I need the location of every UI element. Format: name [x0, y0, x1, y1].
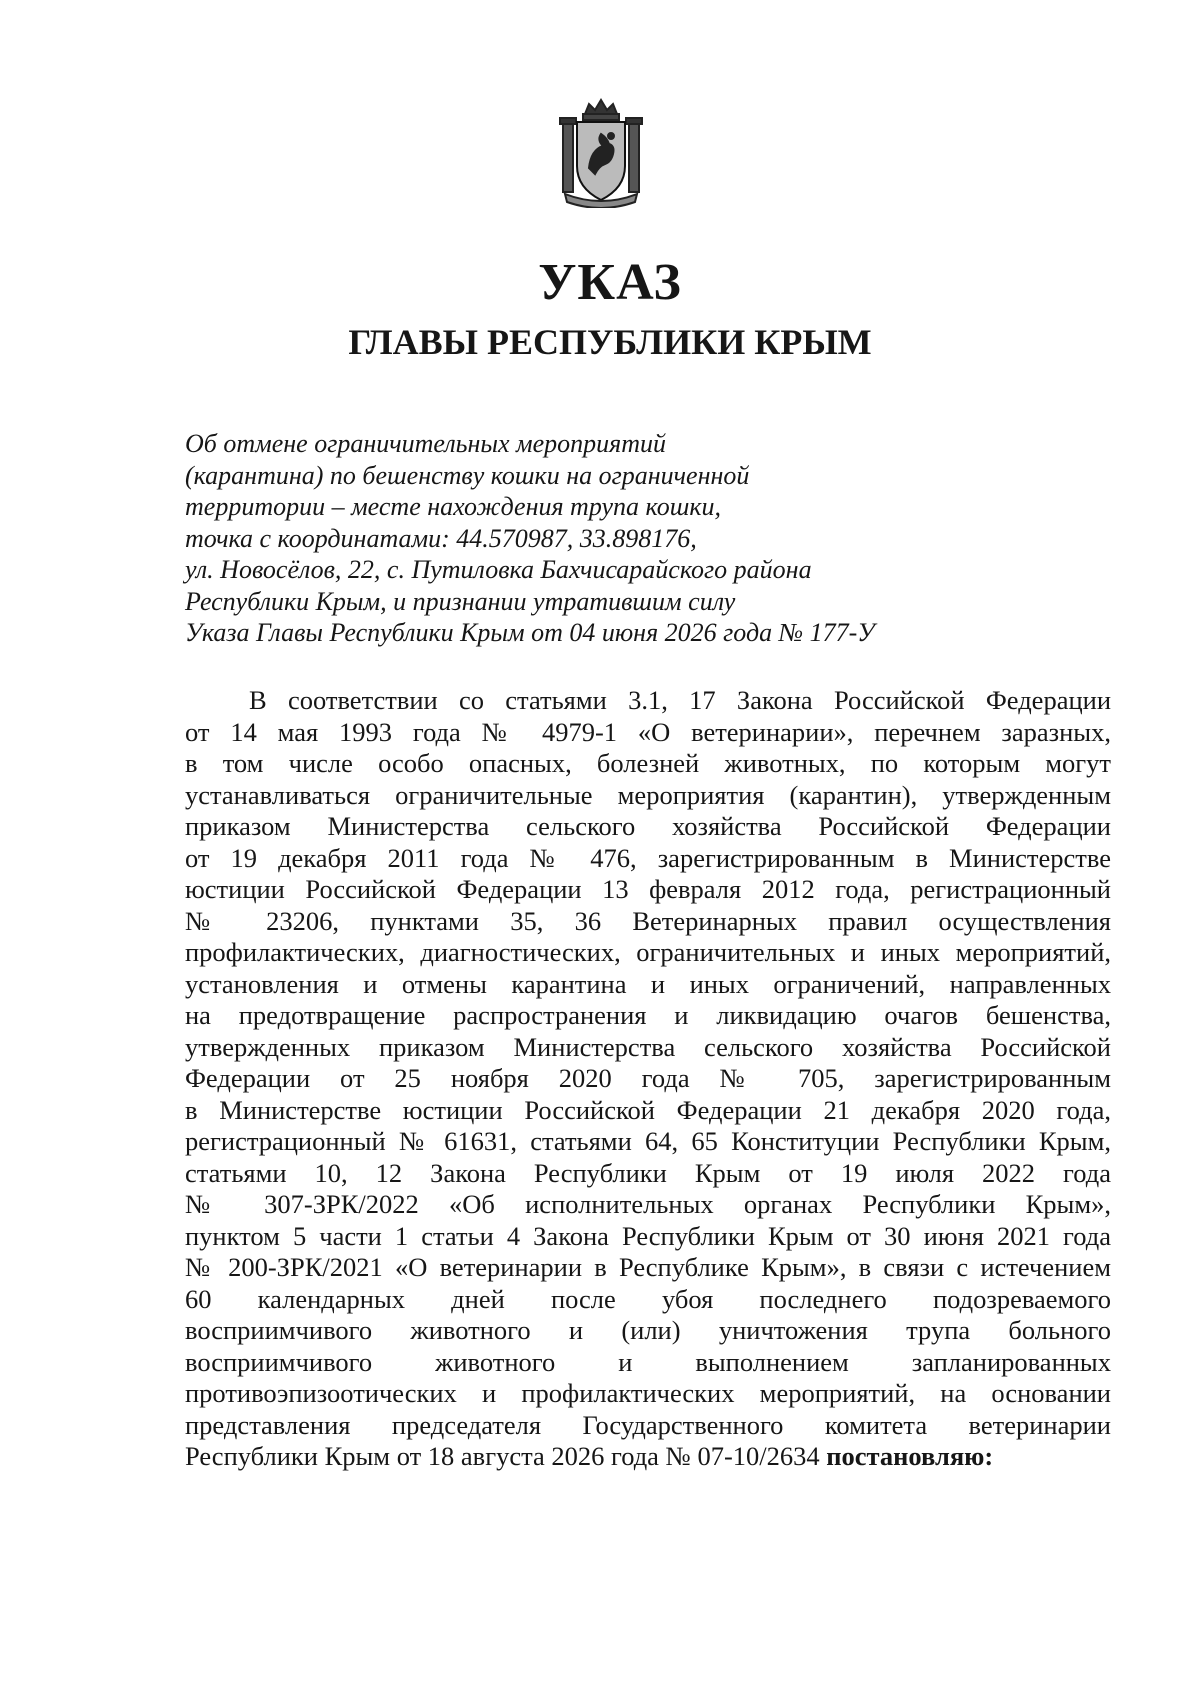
- heading-line: точка с координатами: 44.570987, 33.898176,: [185, 523, 697, 553]
- decree-body: [185, 685, 1111, 1473]
- body-line: представления председателя Государственного комитета ветеринарии: [185, 1409, 1111, 1440]
- body-line: № 307-ЗРК/2022 «Об исполнительных органах Республики Крым»,: [185, 1189, 1111, 1219]
- body-line: юстиции Российской Федерации 13 февраля 2012 года, регистрационный: [185, 874, 1111, 904]
- body-line: регистрационный № 61631, статьями 64, 65 Конституции Республики Крым,: [185, 1126, 1111, 1156]
- body-line: в Министерстве юстиции Российской Федерации 21 декабря 2020 года,: [185, 1094, 1111, 1125]
- body-line: 60 календарных дней после убоя последнего подозреваемого: [185, 1283, 1111, 1314]
- body-line: № 23206, пунктами 35, 36 Ветеринарных правил осуществления: [185, 905, 1111, 936]
- body-line: от 14 мая 1993 года № 4979-1 «О ветеринарии», перечнем заразных,: [185, 716, 1111, 747]
- crimea-coat-of-arms-icon: [555, 96, 647, 208]
- heading-line: Об отмене ограничительных мероприятий: [185, 429, 667, 458]
- body-line: от 19 декабря 2011 года № 476, зарегистрированным в Министерстве: [185, 842, 1111, 873]
- body-line: статьями 10, 12 Закона Республики Крым от 19 июля 2022 года: [185, 1157, 1111, 1188]
- body-line: приказом Министерства сельского хозяйства Российской Федерации: [185, 811, 1111, 841]
- body-line: установления и отмены карантина и иных ограничений, направленных: [185, 968, 1111, 999]
- body-line: профилактических, диагностических, ограничительных и иных мероприятий,: [185, 937, 1111, 967]
- body-line: в том числе особо опасных, болезней животных, по которым могут: [185, 748, 1111, 778]
- heading-line: Республики Крым, и признании утратившим силу: [185, 586, 736, 616]
- decree-heading: [185, 428, 985, 649]
- heading-line: территории – месте нахождения трупа кошки,: [185, 492, 721, 521]
- body-line: восприимчивого животного и (или) уничтожения трупа больного: [185, 1315, 1111, 1345]
- body-line: № 200-ЗРК/2021 «О ветеринарии в Республике Крым», в связи с истечением: [185, 1252, 1111, 1282]
- document-title: УКАЗ: [538, 254, 682, 311]
- body-line: восприимчивого животного и выполнением запланированных: [185, 1346, 1111, 1377]
- body-line: Федерации от 25 ноября 2020 года № 705, зарегистрированным: [185, 1063, 1111, 1093]
- final-line-text: Республики Крым от 18 августа 2026 года № 07-10/2634: [185, 1441, 827, 1471]
- body-line: устанавливаться ограничительные мероприятия (карантин), утвержденным: [185, 779, 1111, 810]
- body-line: противоэпизоотических и профилактических мероприятий, на основании: [185, 1378, 1111, 1408]
- body-final-line: [185, 1441, 1111, 1473]
- body-line: на предотвращение распространения и ликвидацию очагов бешенства,: [185, 1000, 1111, 1030]
- heading-line: (карантина) по бешенству кошки на ограниченной: [185, 460, 750, 490]
- body-line: В соответствии со статьями 3.1, 17 Закона Российской Федерации: [249, 685, 1111, 715]
- body-line: пунктом 5 части 1 статьи 4 Закона Республики Крым от 30 июня 2021 года: [185, 1220, 1111, 1251]
- resolution-word: постановляю:: [826, 1441, 994, 1471]
- heading-line: ул. Новосёлов, 22, с. Путиловка Бахчисарайского района: [185, 555, 812, 584]
- document-subtitle: ГЛАВЫ РЕСПУБЛИКИ КРЫМ: [348, 322, 872, 362]
- heading-line: Указа Главы Республики Крым от 04 июня 2026 года № 177-У: [185, 618, 875, 647]
- body-line: утвержденных приказом Министерства сельского хозяйства Российской: [185, 1031, 1111, 1062]
